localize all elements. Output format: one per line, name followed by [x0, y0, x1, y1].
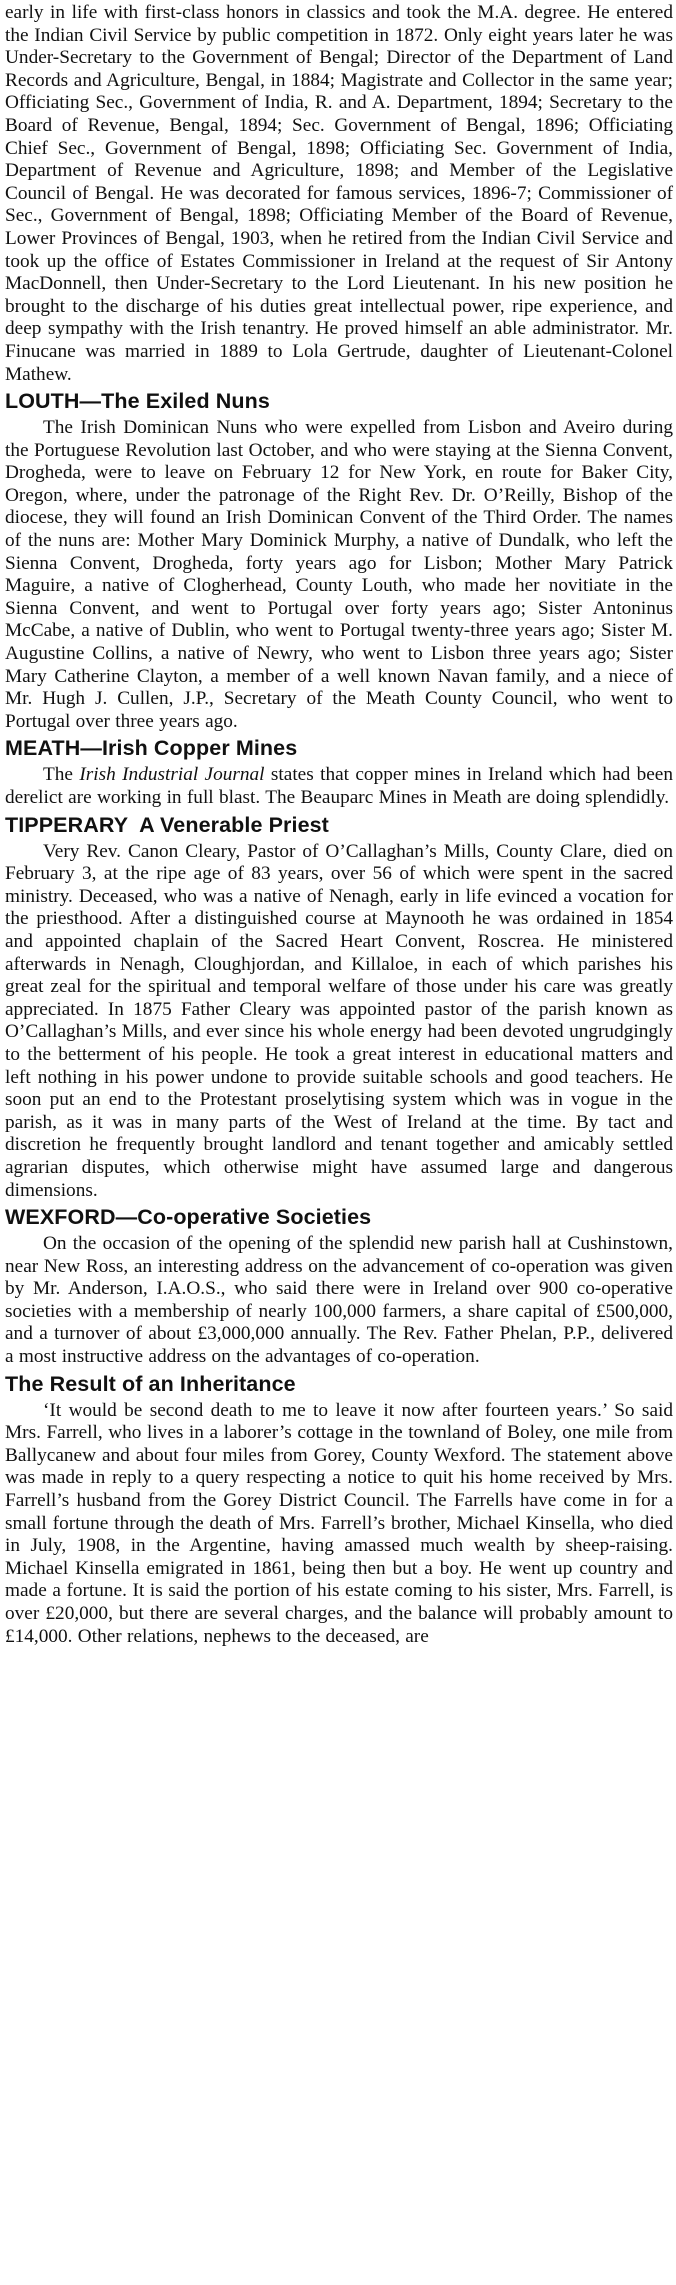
intro-paragraph: early in life with first-class honors in classics and took the M.A. degree. He entered the Indian Civil Service by public competition in 1872. Only eight years later he was Under-Secretary to the Government of Bengal; Director of the Department of Land Records and Agriculture, Bengal, in 1884; Magistrate and Collector in the same year; Officiating Sec., Government of India, R. and A. Department, 1894; Secretary to the Board of Revenue, Bengal, 1894; Sec. Government of Bengal, 1896; Officiating Chief Sec., Government of Bengal, 1898; Officiating Sec. Government of India, Department of Revenue and Agriculture, 1898; and Member of the Legislative Council of Bengal. He was decorated for famous services, 1896-7; Commissioner of Sec., Government of Bengal, 1898; Officiating Member of the Board of Revenue, Lower Provinces of Bengal, 1903, when he retired from the Indian Civil Service and took up the office of Estates Commissioner in Ireland at the request of Sir Antony MacDonnell, then Under-Secretary to the Lord Lieutenant. In his new position he brought to the discharge of his duties great intellectual power, ripe experience, and deep sympathy with the Irish tenantry. He proved himself an able administrator. Mr. Finucane was married in 1889 to Lola Gertrude, daughter of Lieutenant-Colonel Mathew.: [5, 2, 673, 385]
journal-title: Irish Industrial Journal: [79, 764, 265, 786]
heading-separator: —: [79, 389, 102, 414]
county-name: LOUTH: [5, 389, 80, 414]
section-louth: [5, 388, 673, 733]
section-inheritance: [5, 1371, 673, 1649]
heading-separator: —: [80, 736, 102, 761]
body-rest: states that copper mines in Ireland which had been derelict are working in full blast. The Beauparc Mines in Meath are doing splendidly.: [5, 764, 674, 808]
section-body: The Irish Dominican Nuns who were expelled from Lisbon and Aveiro during the Portuguese Revolution last October, and who were staying at the Sienna Convent, Drogheda, were to leave on February 12 for New York, en route for Baker City, Oregon, where, under the patronage of the Right Rev. Dr. O’Reilly, Bishop of the diocese, they will found an Irish Dominican Convent of the Third Order. The names of the nuns are: Mother Mary Dominick Murphy, a native of Dundalk, who left the Sienna Convent, Drogheda, forty years ago for Lisbon; Mother Mary Patrick Maguire, a native of Clogherhead, County Louth, who made her novitiate in the Sienna Convent, and went to Portugal over forty years ago; Sister Antoninus McCabe, a native of Dublin, who went to Portugal twenty-three years ago; Sister M. Augustine Collins, a native of Newry, who went to Lisbon three years ago; Sister Mary Catherine Clayton, a member of a well known Navan family, and a niece of Mr. Hugh J. Cullen, J.P., Secretary of the Meath County Council, who went to Portugal over three years ago.: [5, 417, 673, 732]
section-wexford: [5, 1204, 673, 1369]
section-title: The Result of an Inheritance: [5, 1371, 296, 1396]
heading-separator: —: [115, 1205, 138, 1230]
body-lead: The: [43, 764, 80, 786]
section-heading: [5, 1371, 673, 1398]
section-tipperary: [5, 812, 673, 1203]
section-title: Irish Copper Mines: [101, 736, 298, 761]
section-body: [5, 764, 673, 809]
county-name: WEXFORD: [5, 1205, 116, 1230]
county-name: TIPPERARY: [5, 812, 128, 837]
section-title: A Venerable Priest: [139, 812, 329, 837]
county-name: MEATH: [5, 736, 81, 761]
heading-separator: [128, 813, 139, 837]
section-body: On the occasion of the opening of the splendid new parish hall at Cushinstown, near New Ross, an interesting address on the advancement of co-operation was given by Mr. Anderson, I.A.O.S., who said there were in Ireland over 900 co-operative societies with a membership of nearly 100,000 farmers, a share capital of £500,000, and a turnover of about £3,000,000 annually. The Rev. Father Phelan, P.P., delivered a most instructive address on the advantages of co-operation.: [5, 1233, 673, 1368]
section-title: The Exiled Nuns: [101, 389, 270, 414]
section-meath: [5, 735, 673, 809]
section-body: Very Rev. Canon Cleary, Pastor of O’Callaghan’s Mills, County Clare, died on February 3, at the ripe age of 83 years, over 56 of which were spent in the sacred ministry. Deceased, who was a native of Nenagh, early in life evinced a vocation for the priesthood. After a distinguished course at Maynooth he was ordained in 1854 and appointed chaplain of the Sacred Heart Convent, Roscrea. He ministered afterwards in Nenagh, Cloughjordan, and Killaloe, in each of which parishes his great zeal for the spiritual and temporal welfare of those under his care was greatly appreciated. In 1875 Father Cleary was appointed pastor of the parish known as O’Callaghan’s Mills, and ever since his whole energy had been devoted ungrudgingly to the betterment of his people. He took a great interest in educational matters and left nothing in his power undone to provide suitable schools and good teachers. He soon put an end to the Protestant proselytising system which was in vogue in the parish, as it was in many parts of the West of Ireland at the time. By tact and discretion he frequently brought landlord and tenant together and amicably settled agrarian disputes, which otherwise might have assumed large and dangerous dimensions.: [5, 840, 673, 1201]
section-heading: [5, 812, 673, 839]
section-heading: [5, 735, 673, 762]
section-body: ‘It would be second death to me to leave it now after fourteen years.’ So said Mrs. Farrell, who lives in a laborer’s cottage in the townland of Boley, one mile from Ballycanew and about four miles from Gorey, County Wexford. The statement above was made in reply to a query respecting a notice to quit his home received by Mrs. Farrell’s husband from the Gorey District Council. The Farrells have come in for a small fortune through the death of Mrs. Farrell’s brother, Michael Kinsella, who died in July, 1908, in the Argentine, having amassed much wealth by sheep-raising. Michael Kinsella emigrated in 1861, being then but a boy. He went up country and made a fortune. It is said the portion of his estate coming to his sister, Mrs. Farrell, is over £20,000, but there are several charges, and the balance will probably amount to £14,000. Other relations, nephews to the deceased, are: [5, 1399, 673, 1647]
section-heading: [5, 1204, 673, 1231]
section-title: Co-operative Societies: [137, 1205, 372, 1230]
section-heading: [5, 388, 673, 415]
